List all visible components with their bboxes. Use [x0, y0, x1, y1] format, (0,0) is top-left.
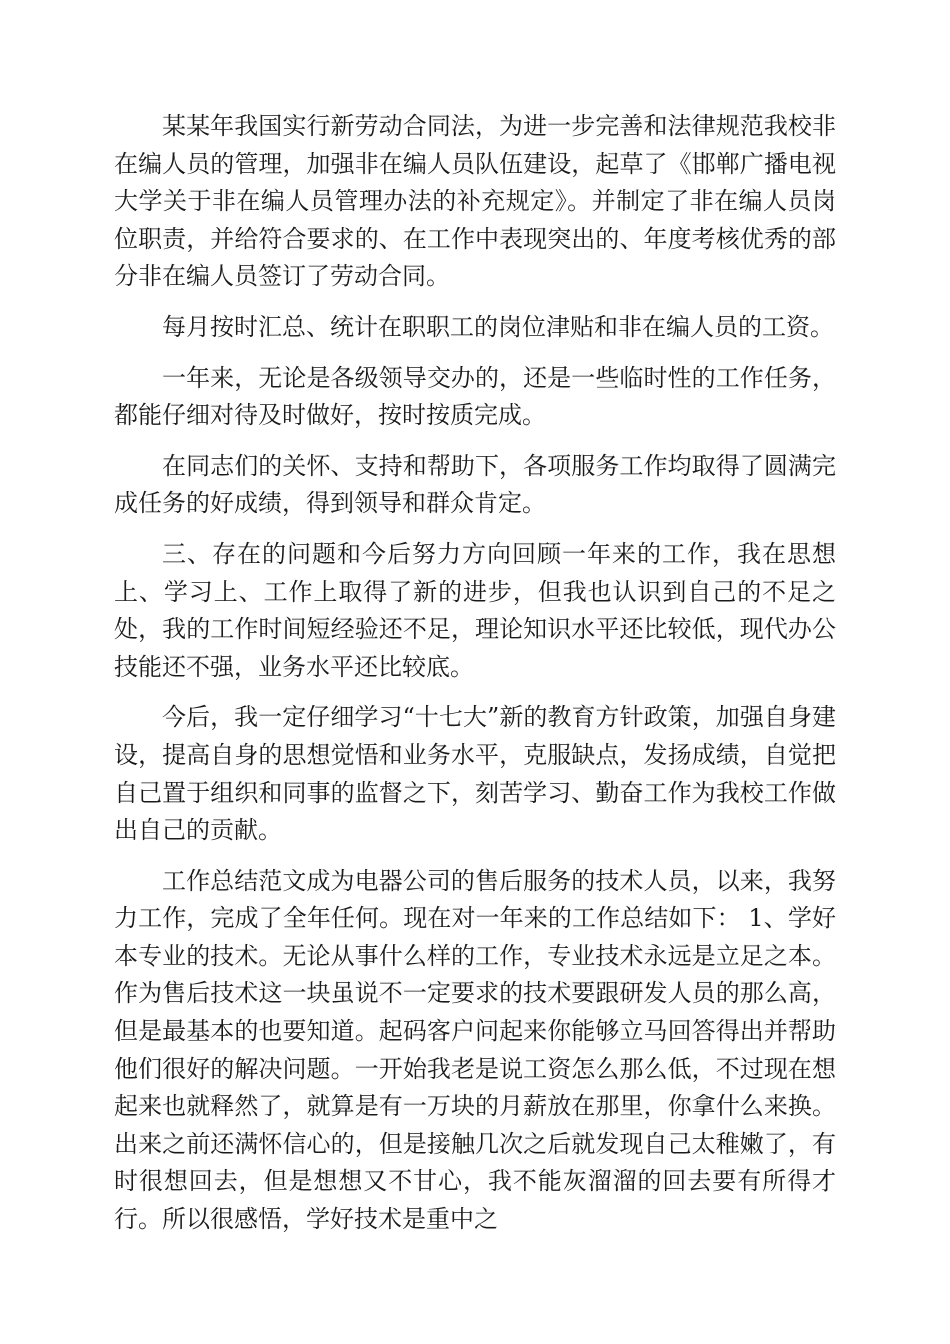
paragraph-4: 在同志们的关怀、支持和帮助下，各项服务工作均取得了圆满完成任务的好成绩，得到领导和群众肯定。: [114, 451, 836, 518]
paragraph-1: 某某年我国实行新劳动合同法，为进一步完善和法律规范我校非在编人员的管理，加强非在编人员队伍建设，起草了《邯郸广播电视大学关于非在编人员管理办法的补充规定》。并制定了非在编人员岗位职责，并给符合要求的、在工作中表现突出的、年度考核优秀的部分非在编人员签订了劳动合同。: [114, 112, 836, 291]
paragraph-7: 工作总结范文成为电器公司的售后服务的技术人员，以来，我努力工作，完成了全年任何。现在对一年来的工作总结如下： 1、学好本专业的技术。无论从事什么样的工作，专业技术永远是立足之本。作为售后技术这一块虽说不一定要求的技术要跟研发人员的那么高，但是最基本的也要知道。起码客户问起来你能够立马回答得出并帮助他们很好的解决问题。一开始我老是说工资怎么那么低，不过现在想起来也就释然了，就算是有一万块的月薪放在那里，你拿什么来换。出来之前还满怀信心的，但是接触几次之后就发现自己太稚嫩了，有时很想回去，但是想想又不甘心，我不能灰溜溜的回去要有所得才行。所以很感悟，学好技术是重中之: [114, 866, 836, 1234]
paragraph-5: 三、存在的问题和今后努力方向回顾一年来的工作，我在思想上、学习上、工作上取得了新的进步，但我也认识到自己的不足之处，我的工作时间短经验还不足，理论知识水平还比较低，现代办公技能还不强，业务水平还比较底。: [114, 539, 836, 681]
document-body: [114, 108, 836, 1252]
paragraph-3: 一年来，无论是各级领导交办的，还是一些临时性的工作任务，都能仔细对待及时做好，按时按质完成。: [114, 363, 836, 430]
paragraph-2: 每月按时汇总、统计在职职工的岗位津贴和非在编人员的工资。: [162, 312, 834, 341]
paragraph-6: 今后，我一定仔细学习“十七大”新的教育方针政策，加强自身建设，提高自身的思想觉悟和业务水平，克服缺点，发扬成绩，自觉把自己置于组织和同事的监督之下，刻苦学习、勤奋工作为我校工作做出自己的贡献。: [114, 703, 836, 845]
